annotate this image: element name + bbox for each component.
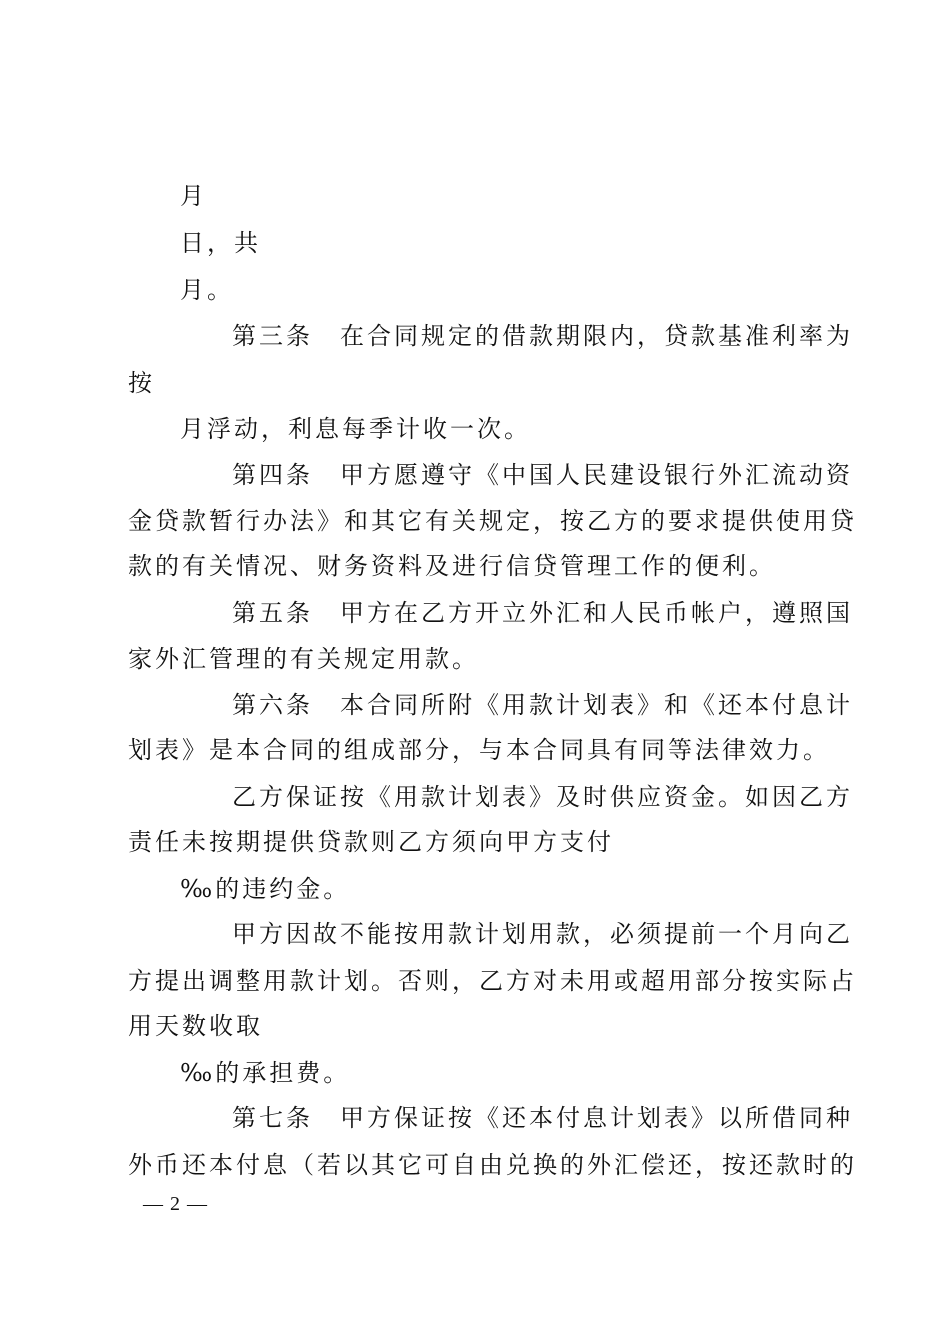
- text-line: 划表》是本合同的组成部分，与本合同具有同等法律效力。: [128, 736, 830, 764]
- text-line: 按: [128, 369, 155, 397]
- article-5-heading-line: 第五条 甲方在乙方开立外汇和人民币帐户，遵照国: [232, 599, 853, 627]
- text-line: 用天数收取: [128, 1012, 263, 1040]
- text-line: ‰的违约金。: [180, 875, 351, 903]
- text-line: 款的有关情况、财务资料及进行信贷管理工作的便利。: [128, 552, 776, 580]
- text-line: 月浮动，利息每季计收一次。: [180, 415, 531, 443]
- text-line: 外币还本付息（若以其它可自由兑换的外汇偿还，按还款时的: [128, 1151, 857, 1179]
- text-line: 方提出调整用款计划。否则，乙方对未用或超用部分按实际占: [128, 967, 857, 995]
- text-line: 金贷款暂行办法》和其它有关规定，按乙方的要求提供使用贷: [128, 507, 857, 535]
- text-line: 月: [180, 182, 207, 210]
- article-3-heading-line: 第三条 在合同规定的借款期限内，贷款基准利率为: [232, 322, 853, 350]
- article-7-heading-line: 第七条 甲方保证按《还本付息计划表》以所借同种: [232, 1104, 853, 1132]
- text-line: 乙方保证按《用款计划表》及时供应资金。如因乙方: [232, 783, 853, 811]
- page-number: — 2 —: [143, 1193, 208, 1215]
- article-6-heading-line: 第六条 本合同所附《用款计划表》和《还本付息计: [232, 691, 853, 719]
- text-line: 日，共: [180, 229, 261, 257]
- text-line: 甲方因故不能按用款计划用款，必须提前一个月向乙: [232, 920, 853, 948]
- article-4-heading-line: 第四条 甲方愿遵守《中国人民建设银行外汇流动资: [232, 461, 853, 489]
- text-line: 家外汇管理的有关规定用款。: [128, 645, 479, 673]
- text-line: 责任未按期提供贷款则乙方须向甲方支付: [128, 828, 614, 856]
- text-line: ‰的承担费。: [180, 1059, 351, 1087]
- text-line: 月。: [180, 276, 234, 304]
